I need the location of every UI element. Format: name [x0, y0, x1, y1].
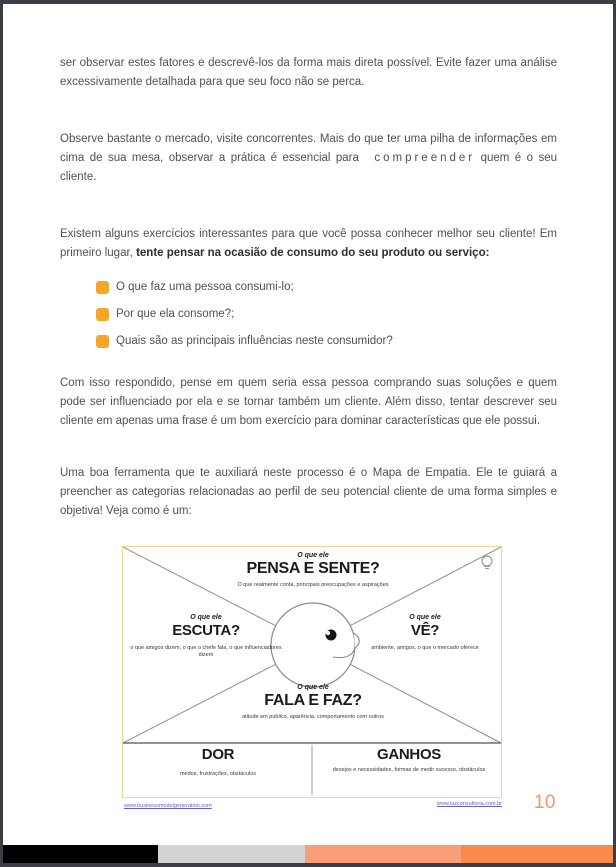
paragraph-empathy-map-intro [60, 464, 557, 521]
empathy-map-figure [122, 546, 502, 814]
paragraph-text: quem é o seu cliente. [60, 152, 557, 183]
orange-square-bullet-icon [96, 281, 109, 294]
list-item [96, 307, 557, 321]
map-section-think-pre: O que ele [297, 552, 329, 559]
map-section-think-desc: O que realmente conta, principais preocupações e aspirações [237, 582, 389, 588]
list-item [96, 334, 557, 348]
bold-emphasis-text: tente pensar na ocasião de consumo do seu produto ou serviço: [136, 247, 490, 259]
map-section-hear-title: ESCUTA? [172, 622, 240, 639]
paragraph-exercises-intro [60, 225, 557, 263]
lightbulb-logo-icon [482, 556, 492, 569]
paragraph-text: Uma boa ferramenta que te auxiliará neste processo é o Mapa de Empatia. Ele te guiará a preencher as categorias relacionadas ao perfil de seu potencial cliente de uma forma simples e objetiva! Veja como é um: [60, 467, 557, 517]
orange-square-bullet-icon [96, 335, 109, 348]
source-link-businessmodelgeneration[interactable]: www.businessmodelgeneration.com [124, 803, 212, 809]
map-section-see-title: VÊ? [410, 622, 440, 639]
map-section-say-desc: atitude em público, aparência, comportamento com outros [242, 714, 384, 720]
paragraph-observe-market [60, 130, 557, 187]
footer-color-bars [3, 845, 613, 863]
map-section-think-title: PENSA E SENTE? [246, 560, 380, 577]
paragraph-text: Com isso respondido, pense em quem seria essa pessoa comprando suas soluções e quem pode ser influenciado por ela e se tornar também um cliente. Além disso, tentar descrever seu cliente em apenas uma frase é um bom exercício para dominar características que ele possui. [60, 377, 557, 427]
list-item [96, 280, 557, 294]
map-section-gain-title: GANHOS [376, 746, 442, 763]
map-section-pain-desc: medos, frustrações, obstáculos [179, 771, 257, 777]
map-section-see-desc: ambiente, amigos, o que o mercado oferece [371, 645, 479, 651]
list-item-label: Quais são as principais influências neste consumidor? [116, 334, 393, 347]
list-item-label: Por que ela consome?; [116, 307, 235, 320]
footer-bar-orange [461, 845, 613, 863]
footer-bar-salmon [305, 845, 461, 863]
emphasized-spaced-word: compreender [374, 152, 476, 164]
map-section-see-pre: O que ele [409, 614, 441, 621]
map-section-say-pre: O que ele [297, 684, 329, 691]
empathy-map-canvas [122, 546, 502, 798]
map-section-hear-desc: o que amigos dizem, o que o chefe fala, o que influenciadores dizem [130, 645, 282, 658]
footer-bar-gray [158, 845, 305, 863]
paragraph-describe-client [60, 374, 557, 431]
list-item-label: O que faz uma pessoa consumi-lo; [116, 280, 294, 293]
exercise-bullet-list [96, 280, 557, 361]
paragraph-text: ser observar estes fatores e descrevê-los da forma mais direta possível. Evite fazer uma análise excessivamente detalhada para que seu foco não se perca. [60, 57, 557, 88]
map-section-hear-pre: O que ele [190, 614, 222, 621]
paragraph-text: Observe bastante o mercado, visite concorrentes. Mais do que ter uma pilha de informações em cima de sua mesa, observar a prática é essencial para [60, 133, 557, 164]
map-section-pain-title: DOR [201, 746, 235, 763]
face-profile-icon [271, 603, 359, 687]
paragraph-observe-factors [60, 54, 557, 92]
map-section-gain-desc: desejos e necessidades, formas de medir sucesso, obstáculos [332, 767, 486, 773]
document-page [3, 4, 613, 863]
page-number: 10 [533, 792, 556, 813]
footer-bar-black [3, 845, 158, 863]
source-link-luzconsultoria[interactable]: www.luzconsultoria.com.br [436, 801, 502, 807]
paragraph-text: Existem alguns exercícios interessantes para que você possa conhecer melhor seu cliente! Em primeiro lugar, [60, 228, 557, 259]
map-section-say-title: FALA E FAZ? [264, 692, 362, 709]
orange-square-bullet-icon [96, 308, 109, 321]
